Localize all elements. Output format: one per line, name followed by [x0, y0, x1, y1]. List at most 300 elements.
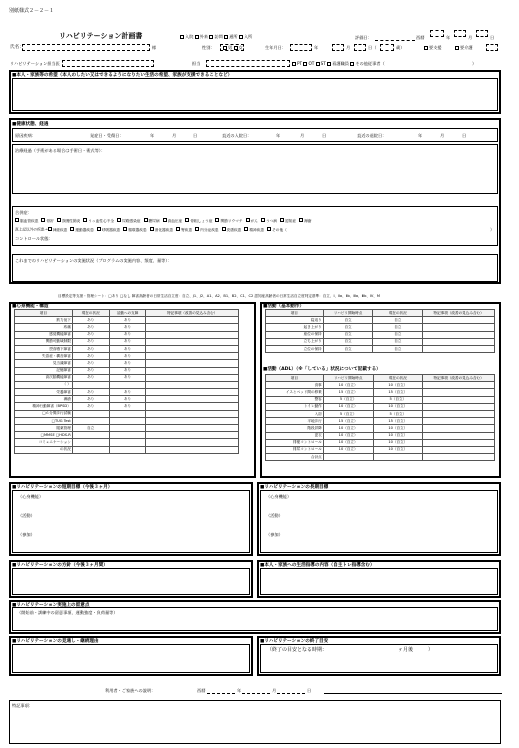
- table-row: [15, 331, 239, 338]
- cell-status[interactable]: あり: [72, 338, 109, 345]
- cell-impact[interactable]: [109, 425, 146, 432]
- cell-now[interactable]: 10（自立）: [373, 425, 423, 432]
- comorbid-label-text: 尿路感染症: [122, 218, 141, 223]
- cell-notes[interactable]: [423, 324, 495, 331]
- cell-item: 記憶障害: [15, 367, 73, 374]
- dob-day-label: 日（: [368, 45, 377, 50]
- cell-notes[interactable]: [146, 317, 239, 324]
- cell-status[interactable]: あり: [72, 345, 109, 352]
- cell-item: 精神行動障害（BPSD）: [15, 403, 73, 410]
- cell-notes[interactable]: [146, 353, 239, 360]
- checkbox-inpatient[interactable]: 入院: [180, 34, 193, 39]
- comorbid-label-text: 腎疾患: [181, 227, 193, 232]
- explain-day: 日: [307, 688, 312, 693]
- cell-item: 見当識障害: [15, 360, 73, 367]
- admission-year: 年: [276, 133, 281, 138]
- name-field[interactable]: [22, 44, 150, 51]
- cell-status[interactable]: あり: [72, 331, 109, 338]
- cell-now[interactable]: [373, 454, 423, 461]
- cell-start[interactable]: 5（自立）: [323, 410, 373, 417]
- cell-item: 関節可動域制限: [15, 338, 73, 345]
- comorbid-label-text: うっ血性心不全: [88, 218, 115, 223]
- comorbid-a-1[interactable]: [41, 219, 53, 223]
- comorbid-a-9[interactable]: [246, 219, 258, 223]
- table-header: [266, 375, 495, 382]
- checkbox-pt[interactable]: PT: [292, 61, 302, 66]
- dob-label: 生年月日：: [265, 45, 286, 50]
- cell-status[interactable]: あり: [72, 396, 109, 403]
- cell-start[interactable]: 5（自立）: [323, 396, 373, 403]
- cell-item: 更衣: [266, 432, 324, 439]
- column-header: 項目: [266, 375, 324, 382]
- cell-status[interactable]: あり: [72, 360, 109, 367]
- cell-notes[interactable]: [146, 360, 239, 367]
- comorbid-label-text: 褥瘡: [304, 218, 312, 223]
- comorbid-a-7[interactable]: [185, 219, 212, 223]
- basic-motion-table: [265, 309, 495, 353]
- table-row: [266, 439, 495, 446]
- checkbox-icon: [267, 227, 271, 231]
- eval-day-field[interactable]: [476, 30, 488, 37]
- cell-start[interactable]: 10（自立）: [323, 446, 373, 453]
- cell-notes[interactable]: [423, 454, 495, 461]
- cell-item: の状況: [15, 446, 73, 453]
- hope-heading: ■本人・家族等の希望（本人のしたい又はできるようになりたい生活の希望、家族が支援できることなど）: [12, 73, 233, 78]
- table-row: [15, 374, 239, 381]
- cell-now[interactable]: 10（自立）: [373, 382, 423, 389]
- column-header: 現在の状況: [373, 310, 423, 317]
- checkbox-icon: [144, 218, 148, 222]
- cell-notes[interactable]: [146, 410, 239, 417]
- comorbid-b-4[interactable]: [150, 228, 173, 232]
- explain-year: 年: [237, 688, 242, 693]
- table-row: [266, 432, 495, 439]
- comorbid-label-text: 消化器疾患: [154, 227, 174, 232]
- cell-now[interactable]: 自立: [373, 338, 423, 345]
- cell-item: 立位の保持: [266, 345, 324, 352]
- explain-day-line[interactable]: [277, 693, 305, 694]
- cell-now[interactable]: 自立: [373, 331, 423, 338]
- cell-item: コミュニケーション: [15, 439, 73, 446]
- checkbox-icon: [83, 218, 87, 222]
- cell-now[interactable]: 15（自立）: [373, 389, 423, 396]
- table-row: [15, 353, 239, 360]
- checkbox-daycare[interactable]: 通所: [224, 34, 237, 39]
- table-row: [266, 382, 495, 389]
- cell-now[interactable]: 10（自立）: [373, 432, 423, 439]
- cell-notes[interactable]: [146, 324, 239, 331]
- outlook-heading: ■リハビリテーションの見通し・継続理由: [12, 639, 99, 644]
- remarks-label: 特記事項：: [12, 703, 33, 708]
- cell-start[interactable]: 自立: [323, 317, 373, 324]
- comorbid-label-text: 呼吸器疾患: [101, 227, 121, 232]
- cell-status[interactable]: [72, 410, 109, 417]
- column-header: 特記事項（改善の見込み含む）: [423, 375, 495, 382]
- comorbid-a-8[interactable]: [215, 219, 242, 223]
- name-label: 氏名：: [10, 45, 24, 50]
- cell-now[interactable]: 10（自立）: [373, 403, 423, 410]
- dob-day-field[interactable]: [354, 44, 366, 51]
- table-row: [266, 446, 495, 453]
- cell-start[interactable]: 自立: [323, 324, 373, 331]
- cell-notes[interactable]: [423, 439, 495, 446]
- cell-item: □TUG Test: [15, 417, 73, 424]
- table-row: [15, 360, 239, 367]
- care-level-field[interactable]: [486, 44, 498, 51]
- eval-month-field[interactable]: [454, 30, 466, 37]
- checkbox-icon: [185, 218, 189, 222]
- cell-notes[interactable]: [423, 389, 495, 396]
- comorbid-a-10[interactable]: [261, 219, 277, 223]
- table-row: [15, 410, 239, 417]
- comorbid-a-3[interactable]: [83, 219, 114, 223]
- cell-notes[interactable]: [423, 425, 495, 432]
- cell-item: 疼痛: [15, 324, 73, 331]
- comorbid-label-text: 高血圧症: [167, 218, 183, 223]
- checkbox-icon: [150, 227, 154, 231]
- checkbox-admission[interactable]: 入所: [239, 34, 252, 39]
- cell-notes[interactable]: [146, 367, 239, 374]
- cell-notes[interactable]: [146, 403, 239, 410]
- table-row: [266, 454, 495, 461]
- column-header: 項目: [15, 310, 73, 317]
- discharge-month: 月: [440, 133, 445, 138]
- cell-now[interactable]: 15（自立）: [373, 418, 423, 425]
- cell-impact[interactable]: あり: [109, 403, 146, 410]
- dob-month-field[interactable]: [332, 44, 344, 51]
- comorbid-label-text: うつ病: [265, 218, 277, 223]
- cell-start[interactable]: 自立: [323, 338, 373, 345]
- comorbid-a-5[interactable]: [144, 219, 160, 223]
- table-row: [266, 331, 495, 338]
- checkbox-icon: [222, 227, 226, 231]
- eval-month-label: 月: [468, 35, 473, 40]
- end-heading: ■リハビリテーションの終了目安: [260, 639, 329, 644]
- cell-start[interactable]: 15（自立）: [323, 389, 373, 396]
- admission-month: 月: [300, 133, 305, 138]
- cell-item: 座位の保持: [266, 331, 324, 338]
- long-goal-field[interactable]: [260, 490, 498, 553]
- cell-item: トイレ動作: [266, 403, 324, 410]
- cell-notes[interactable]: [423, 396, 495, 403]
- comorbid-label: 合併症：: [15, 210, 32, 215]
- control-label: コントロール状態：: [15, 236, 53, 241]
- cell-impact[interactable]: [109, 432, 146, 439]
- cell-item: 筋力低下: [15, 317, 73, 324]
- self-guide-field[interactable]: [260, 568, 498, 595]
- cell-impact[interactable]: [109, 410, 146, 417]
- cell-start[interactable]: 15（自立）: [323, 418, 373, 425]
- cell-status[interactable]: [72, 439, 109, 446]
- comorbid-b-8[interactable]: [244, 228, 264, 232]
- cell-item: 栄養障害: [15, 389, 73, 396]
- cell-status[interactable]: 自立: [72, 425, 109, 432]
- cell-notes[interactable]: [146, 432, 239, 439]
- checkbox-icon: [195, 227, 199, 231]
- comorbid-label-text: 骨折: [46, 218, 54, 223]
- comorbid-b-7[interactable]: [222, 228, 242, 232]
- cell-status[interactable]: あり: [72, 403, 109, 410]
- cell-status[interactable]: あり: [72, 324, 109, 331]
- table-row: [15, 389, 239, 396]
- comorbid-b-5[interactable]: [176, 228, 192, 232]
- cell-start[interactable]: 10（自立）: [323, 432, 373, 439]
- cell-item: 感覚機能障害: [15, 331, 73, 338]
- cell-item: 合計点: [266, 454, 324, 461]
- cell-impact[interactable]: あり: [109, 374, 146, 381]
- cell-impact[interactable]: あり: [109, 317, 146, 324]
- table-row: [266, 396, 495, 403]
- cell-notes[interactable]: [146, 338, 239, 345]
- cell-start[interactable]: 10（自立）: [323, 403, 373, 410]
- comorbid-label-text: がん: [250, 218, 258, 223]
- cell-impact[interactable]: [109, 381, 146, 388]
- comorbid-label-text: 精神疾患: [249, 227, 265, 232]
- admission-label: 直近の入院日：: [222, 133, 252, 138]
- comorbid-a-12[interactable]: [299, 219, 311, 223]
- cell-item: 平地歩行: [266, 418, 324, 425]
- cell-item: 摂食嚥下障害: [15, 345, 73, 352]
- column-header: リハビリ開始時点: [323, 310, 373, 317]
- comorbid-a-4[interactable]: [117, 219, 140, 223]
- cell-status[interactable]: あり: [72, 317, 109, 324]
- cell-item: 入浴: [266, 410, 324, 417]
- cell-start[interactable]: 10（自立）: [323, 439, 373, 446]
- cell-impact[interactable]: あり: [109, 331, 146, 338]
- admission-day: 日: [322, 133, 327, 138]
- cell-now[interactable]: 5（自立）: [373, 410, 423, 417]
- comorbid-b-9[interactable]: [267, 228, 287, 232]
- table-row: [15, 396, 239, 403]
- outlook-field[interactable]: [12, 644, 250, 673]
- health-heading: ■健康状態、経過: [12, 122, 49, 127]
- cell-notes[interactable]: [423, 345, 495, 352]
- cell-impact[interactable]: あり: [109, 338, 146, 345]
- course-label: 治療経過（手術がある場合は手術日・術式等）：: [15, 148, 106, 153]
- comorbid-label-text: 内分泌疾患: [200, 227, 219, 232]
- comorbid-b-0[interactable]: [48, 228, 68, 232]
- cell-now[interactable]: 5（自立）: [373, 396, 423, 403]
- scale-line: 目標設定等支援・管理シート：□あり □なし 障害高齢者の日常生活自立度：自立、J1、J2、A1、A2、B1、B2、C1、C2 認知症高齢者の日常生活自立度判定基準：自立、Ⅰ、Ⅱa、Ⅱb、Ⅲa、Ⅲb、Ⅳ、M: [58, 294, 380, 298]
- comorbid-a-6[interactable]: [163, 219, 183, 223]
- doctor-field[interactable]: [62, 60, 154, 67]
- adl-heading: ■活動（ADL）（※「している」状況について記載する）: [263, 367, 381, 372]
- eval-era: 西暦: [416, 35, 425, 40]
- short-participation-label: （参加）: [18, 532, 35, 537]
- cell-item: 起き上がり: [266, 324, 324, 331]
- comorbid-a-11[interactable]: [280, 219, 296, 223]
- short-activity-label: （活動）: [18, 513, 35, 518]
- cell-item: 褥瘡: [15, 396, 73, 403]
- cell-status[interactable]: あり: [72, 367, 109, 374]
- cell-status[interactable]: [72, 446, 109, 453]
- cell-notes[interactable]: [146, 396, 239, 403]
- dob-year-field[interactable]: [290, 44, 312, 51]
- cell-impact[interactable]: [109, 417, 146, 424]
- column-header: 活動への支障: [109, 310, 146, 317]
- column-header: 現在の状況: [72, 310, 109, 317]
- cell-impact[interactable]: あり: [109, 345, 146, 352]
- cell-impact[interactable]: [109, 439, 146, 446]
- policy-field[interactable]: [12, 568, 250, 595]
- eval-day-label: 日: [490, 35, 495, 40]
- cell-status[interactable]: [72, 381, 109, 388]
- comorbid-close: ）: [490, 227, 495, 232]
- cell-item: 服薬管理: [15, 425, 73, 432]
- cell-start[interactable]: 自立: [323, 345, 373, 352]
- sex-options: 男 女: [223, 45, 243, 50]
- dob-year-label: 年: [314, 45, 319, 50]
- cell-notes[interactable]: [146, 417, 239, 424]
- cell-item: □６分間歩行試験: [15, 410, 73, 417]
- cell-impact[interactable]: あり: [109, 396, 146, 403]
- cell-now[interactable]: 10（自立）: [373, 446, 423, 453]
- mind-body-heading: ■心身機能・構造: [12, 304, 49, 309]
- cell-impact[interactable]: あり: [109, 324, 146, 331]
- comorbid-b-2[interactable]: [97, 228, 120, 232]
- cell-item: 整容: [266, 396, 324, 403]
- notes-sub: （開始前・訓練中の留意事項、運動強度・負荷量等）: [17, 610, 118, 615]
- table-row: [266, 389, 495, 396]
- disease-label: 原因疾病：: [15, 133, 36, 138]
- comorbid-b-3[interactable]: [123, 228, 146, 232]
- cell-notes[interactable]: [146, 425, 239, 432]
- cell-start[interactable]: 10（自立）: [323, 425, 373, 432]
- explain-month-line[interactable]: [242, 693, 270, 694]
- comorbid-b-6[interactable]: [195, 228, 218, 232]
- column-header: 現在の状況: [373, 375, 423, 382]
- staff-options: [292, 61, 385, 66]
- cell-item: イスとベッド間の移乗: [266, 389, 324, 396]
- comorbid-row1: [15, 218, 314, 224]
- cell-start[interactable]: [323, 454, 373, 461]
- cell-notes[interactable]: [146, 446, 239, 453]
- signature-line[interactable]: [324, 693, 502, 694]
- cell-start[interactable]: 自立: [323, 331, 373, 338]
- cell-notes[interactable]: [423, 432, 495, 439]
- in-charge-field[interactable]: [206, 60, 290, 67]
- hope-field[interactable]: [12, 78, 498, 111]
- table-row: [266, 410, 495, 417]
- checkbox-icon: [244, 227, 248, 231]
- checkbox-outpatient[interactable]: 外来: [195, 34, 208, 39]
- comorbid-a-2[interactable]: [57, 219, 80, 223]
- comorbid-a-0[interactable]: [15, 219, 38, 223]
- checkbox-icon: [123, 227, 127, 231]
- remarks-field[interactable]: [9, 700, 501, 744]
- checkbox-st[interactable]: ST: [316, 61, 326, 66]
- long-mind-label: （心身機能）: [266, 494, 292, 499]
- table-row: [266, 338, 495, 345]
- cell-status[interactable]: [72, 417, 109, 424]
- care-need-checkbox[interactable]: 要介護: [455, 45, 473, 50]
- notes-heading: ■リハビリテーション実施上の留意点: [12, 603, 90, 608]
- comorbid-label-text: 脳血管疾患: [20, 218, 39, 223]
- care-support-checkbox[interactable]: 要支援: [424, 45, 442, 50]
- checkbox-icon: [117, 218, 121, 222]
- cell-notes[interactable]: [146, 374, 239, 381]
- mind-body-table: [14, 309, 239, 454]
- checkbox-ot[interactable]: OT: [303, 61, 314, 66]
- cell-status[interactable]: あり: [72, 374, 109, 381]
- doctor-label: リハビリテーション担当医: [10, 61, 60, 66]
- cell-item: （ ）: [15, 381, 73, 388]
- cell-start[interactable]: 10（自立）: [323, 382, 373, 389]
- onset-label: 発症日・受傷日：: [90, 133, 124, 138]
- explain-year-line[interactable]: [207, 693, 235, 694]
- table-row: [15, 338, 239, 345]
- comorbid-b-1[interactable]: [70, 228, 93, 232]
- cell-notes[interactable]: [423, 403, 495, 410]
- cell-notes[interactable]: [423, 446, 495, 453]
- cell-notes[interactable]: [423, 338, 495, 345]
- cell-notes[interactable]: [423, 410, 495, 417]
- cell-notes[interactable]: [423, 418, 495, 425]
- table-row: [15, 403, 239, 410]
- cell-impact[interactable]: [109, 446, 146, 453]
- table-row: [15, 417, 239, 424]
- cell-status[interactable]: あり: [72, 389, 109, 396]
- cell-impact[interactable]: あり: [109, 389, 146, 396]
- comorbid-box: [12, 206, 498, 246]
- cell-impact[interactable]: あり: [109, 353, 146, 360]
- cell-notes[interactable]: [146, 331, 239, 338]
- table-row: [266, 418, 495, 425]
- short-goal-field[interactable]: [12, 490, 250, 553]
- cell-notes[interactable]: [146, 439, 239, 446]
- checkbox-icon: [41, 218, 45, 222]
- eval-date-line: [375, 40, 415, 41]
- comorbid-label-text: その他（: [272, 227, 287, 232]
- cell-item: 高次脳機能障害: [15, 374, 73, 381]
- comorbid-label-text: 誤嚥性肺炎: [61, 218, 81, 223]
- cell-status[interactable]: あり: [72, 353, 109, 360]
- age-field[interactable]: [380, 44, 394, 51]
- cell-notes[interactable]: [423, 317, 495, 324]
- cell-notes[interactable]: [146, 381, 239, 388]
- checkbox-icon: [48, 227, 52, 231]
- comorbid-label-text: 関節リウマチ: [220, 218, 243, 223]
- cell-now[interactable]: 自立: [373, 345, 423, 352]
- checkbox-nurse[interactable]: 看護職員: [327, 61, 349, 66]
- cell-notes[interactable]: [423, 382, 495, 389]
- cell-impact[interactable]: あり: [109, 360, 146, 367]
- eval-year-field[interactable]: [430, 30, 444, 37]
- cell-notes[interactable]: [146, 389, 239, 396]
- explain-month: 月: [272, 688, 277, 693]
- cell-item: 立ち上がり: [266, 338, 324, 345]
- cell-impact[interactable]: あり: [109, 367, 146, 374]
- explain-label: 利用者・ご家族への説明：: [105, 688, 156, 693]
- end-sub: （終了の目安となる時期：: [267, 647, 328, 653]
- discharge-year: 年: [418, 133, 423, 138]
- long-participation-label: （参加）: [266, 532, 283, 537]
- disease-row: [12, 128, 498, 142]
- cell-notes[interactable]: [146, 345, 239, 352]
- cell-now[interactable]: 自立: [373, 324, 423, 331]
- cell-status[interactable]: [72, 432, 109, 439]
- page-title: リハビリテーション計画書: [59, 32, 143, 40]
- cell-now[interactable]: 自立: [373, 317, 423, 324]
- checkbox-visit[interactable]: 訪問: [209, 34, 222, 39]
- onset-month: 月: [172, 133, 177, 138]
- eval-year-label: 年: [446, 35, 451, 40]
- checkbox-other-staff[interactable]: その他従事者（: [350, 61, 384, 66]
- cell-now[interactable]: 10（自立）: [373, 439, 423, 446]
- comorbid-label-text: 糖尿病: [148, 218, 160, 223]
- checkbox-icon: [163, 218, 167, 222]
- cell-notes[interactable]: [423, 331, 495, 338]
